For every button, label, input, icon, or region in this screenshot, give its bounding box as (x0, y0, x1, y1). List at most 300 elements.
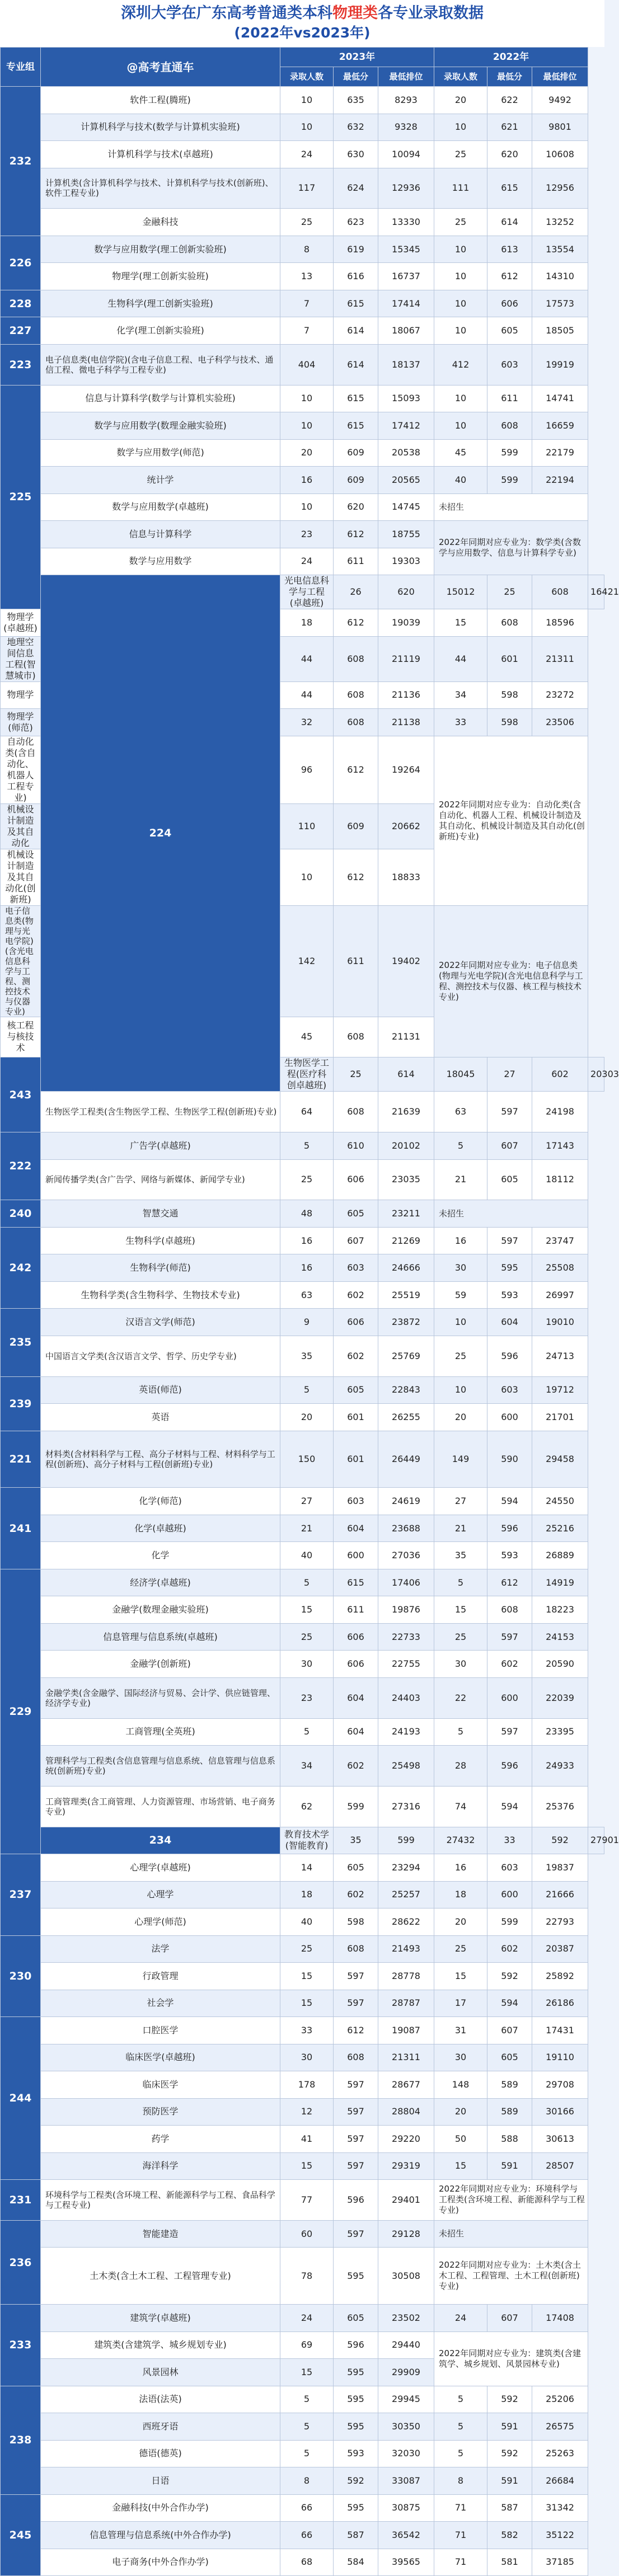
table-row (1, 209, 604, 236)
min-score-2023: 592 (334, 2467, 378, 2495)
major-name: 化学(师范) (41, 1488, 280, 1515)
min-rank-2023: 29128 (378, 2220, 434, 2248)
count-2023: 5 (280, 1376, 334, 1404)
table-row (1, 2549, 604, 2576)
min-score-2023: 601 (334, 1431, 378, 1488)
count-2023: 10 (280, 849, 334, 905)
min-score-2023: 604 (334, 1718, 378, 1746)
count-2022: 148 (434, 2071, 487, 2099)
min-rank-2022: 30166 (532, 2098, 588, 2126)
major-name: 信息与计算科学 (41, 521, 280, 548)
min-rank-2023: 24619 (378, 1488, 434, 1515)
min-score-2023: 612 (334, 2017, 378, 2044)
min-rank-2022: 14919 (532, 1569, 588, 1596)
min-rank-2022: 18223 (532, 1596, 588, 1624)
count-2022: 30 (434, 1651, 487, 1678)
min-score-2023: 615 (334, 385, 378, 412)
min-score-2022: 594 (487, 1990, 532, 2017)
count-2022: 20 (434, 1909, 487, 1936)
count-2023: 25 (280, 209, 334, 236)
min-rank-2023: 23035 (378, 1159, 434, 1200)
min-rank-2023: 19876 (378, 1596, 434, 1624)
table-row (1, 263, 604, 290)
min-score-2023: 597 (334, 2126, 378, 2153)
min-rank-2023: 17412 (378, 412, 434, 440)
table-row (1, 1569, 604, 1596)
min-score-2023: 615 (334, 1569, 378, 1596)
count-2023: 117 (280, 168, 334, 209)
min-score-2022: 587 (487, 2494, 532, 2522)
major-name: 环境科学与工程类(含环境工程、新能源科学与工程、食品科学与工程专业) (41, 2180, 280, 2221)
note-2022: 2022年同期对应专业为：建筑类(含建筑学、城乡规划、风景园林专业) (434, 2331, 588, 2386)
table-row (1, 2248, 604, 2305)
count-2023: 63 (280, 1281, 334, 1309)
table-row (1, 290, 604, 317)
major-name: 化学(理工创新实验班) (41, 317, 280, 345)
min-score-2023: 602 (334, 1881, 378, 1909)
min-score-2023: 602 (334, 1336, 378, 1376)
group-code: 230 (1, 1935, 41, 2017)
min-rank-2022: 24550 (532, 1488, 588, 1515)
min-rank-2023: 8293 (378, 87, 434, 114)
min-rank-2023: 21269 (378, 1227, 434, 1254)
major-name: 材料类(含材料科学与工程、高分子材料与工程、材料科学与工程(创新班)、高分子材料与工程(创新班)专业) (41, 1431, 280, 1488)
min-rank-2023: 26255 (378, 1404, 434, 1431)
count-2023: 33 (280, 2017, 334, 2044)
min-rank-2022: 19712 (532, 1376, 588, 1404)
major-name: 口腔医学 (41, 2017, 280, 2044)
min-score-2022: 600 (487, 1404, 532, 1431)
count-2022: 59 (434, 1281, 487, 1309)
min-rank-2022: 26684 (532, 2467, 588, 2495)
count-2023: 96 (280, 736, 334, 803)
group-code: 232 (1, 87, 41, 236)
min-score-2023: 630 (334, 141, 378, 168)
major-name: 金融学(创新班) (41, 1651, 280, 1678)
count-2023: 68 (280, 2549, 334, 2576)
min-rank-2023: 30508 (378, 2248, 434, 2305)
min-rank-2022: 25216 (532, 1515, 588, 1542)
min-rank-2022: 24198 (532, 1092, 588, 1132)
min-score-2023: 610 (334, 1132, 378, 1160)
major-name: 建筑学(卓越班) (41, 2305, 280, 2332)
count-2022: 149 (434, 1431, 487, 1488)
count-2022: 25 (434, 1935, 487, 1963)
min-rank-2022: 13252 (532, 209, 588, 236)
major-name: 心理学(卓越班) (41, 1854, 280, 1882)
major-name: 行政管理 (41, 1963, 280, 1990)
major-name: 电子信息类(电信学院)(含电子信息工程、电子科学与技术、通信工程、微电子科学与工程专业) (41, 344, 280, 385)
major-name: 信息管理与信息系统(卓越班) (41, 1623, 280, 1651)
header-2023: 2023年 (280, 48, 434, 67)
min-rank-2023: 20102 (378, 1132, 434, 1160)
min-rank-2022: 23272 (532, 681, 588, 709)
min-rank-2023: 19039 (378, 609, 434, 637)
major-name: 生物医学工程(医疗科创卓越班) (280, 1057, 334, 1092)
min-score-2023: 598 (334, 1909, 378, 1936)
count-2022: 34 (434, 681, 487, 709)
count-2023: 15 (280, 2359, 334, 2386)
note-2022: 2022年同期对应专业为：数学类(含数学与应用数学、信息与计算科学专业) (434, 521, 588, 575)
group-code: 235 (1, 1309, 41, 1376)
table-row (1, 1542, 604, 1569)
min-score-2022: 603 (487, 1854, 532, 1882)
count-2022: 25 (434, 141, 487, 168)
major-name: 法语(法英) (41, 2386, 280, 2413)
table-row (1, 1159, 604, 1200)
min-rank-2022: 28507 (532, 2152, 588, 2180)
count-2022: 20 (434, 2098, 487, 2126)
count-2022: 10 (434, 1376, 487, 1404)
group-code: 245 (1, 2494, 41, 2576)
count-2022: 5 (434, 1132, 487, 1160)
min-score-2022: 591 (487, 2467, 532, 2495)
min-rank-2023: 29440 (378, 2331, 434, 2359)
min-score-2023: 605 (334, 1200, 378, 1228)
min-score-2022: 605 (487, 1159, 532, 1200)
min-rank-2022: 17408 (532, 2305, 588, 2332)
count-2022: 16 (434, 1227, 487, 1254)
min-rank-2023: 28622 (378, 1909, 434, 1936)
count-2023: 30 (280, 2044, 334, 2071)
count-2023: 24 (280, 2305, 334, 2332)
min-rank-2023: 19402 (378, 905, 434, 1017)
min-rank-2023: 29945 (378, 2386, 434, 2413)
count-2023: 30 (280, 1651, 334, 1678)
min-score-2023: 608 (334, 2044, 378, 2071)
table-row (1, 1336, 604, 1376)
min-rank-2023: 15093 (378, 385, 434, 412)
min-rank-2023: 25769 (378, 1336, 434, 1376)
min-score-2023: 602 (334, 1281, 378, 1309)
min-rank-2022: 18596 (532, 609, 588, 637)
table-row (1, 385, 604, 412)
table-row (1, 1488, 604, 1515)
min-score-2022: 597 (487, 1092, 532, 1132)
count-2022: 21 (434, 1159, 487, 1200)
major-name: 管理科学与工程类(含信息管理与信息系统、信息管理与信息系统(创新班)专业) (41, 1746, 280, 1787)
min-rank-2022: 22194 (532, 467, 588, 494)
min-score-2023: 614 (378, 1057, 434, 1092)
count-2023: 404 (280, 344, 334, 385)
min-rank-2023: 29220 (378, 2126, 434, 2153)
count-2022: 5 (434, 2440, 487, 2467)
min-score-2022: 600 (487, 1881, 532, 1909)
min-rank-2022: 10608 (532, 141, 588, 168)
min-rank-2023: 19303 (378, 548, 434, 575)
min-rank-2023: 27316 (378, 1786, 434, 1827)
count-2022: 10 (434, 1309, 487, 1336)
major-name: 数学与应用数学(卓越班) (41, 493, 280, 521)
table-row (1, 344, 604, 385)
count-2022: 71 (434, 2549, 487, 2576)
min-score-2023: 608 (334, 1092, 378, 1132)
table-row (1, 1651, 604, 1678)
count-2023: 15 (280, 1963, 334, 1990)
min-score-2023: 593 (334, 2440, 378, 2467)
count-2022: 5 (434, 2413, 487, 2441)
count-2023: 150 (280, 1431, 334, 1488)
major-name: 日语 (41, 2467, 280, 2495)
min-rank-2023: 33087 (378, 2467, 434, 2495)
min-score-2023: 604 (334, 1515, 378, 1542)
min-score-2023: 605 (334, 2305, 378, 2332)
min-rank-2022: 25892 (532, 1963, 588, 1990)
count-2023: 23 (280, 521, 334, 548)
min-score-2022: 597 (487, 1623, 532, 1651)
min-rank-2023: 25498 (378, 1746, 434, 1787)
table-row (1, 1718, 604, 1746)
count-2022: 31 (434, 2017, 487, 2044)
min-rank-2022: 24713 (532, 1336, 588, 1376)
group-code: 237 (1, 1854, 41, 1936)
table-row (1, 2331, 604, 2359)
major-name: 计算机类(含计算机科学与技术、计算机科学与技术(创新班)、软件工程专业) (41, 168, 280, 209)
count-2023: 44 (280, 681, 334, 709)
major-name: 海洋科学 (41, 2152, 280, 2180)
note-2022: 未招生 (434, 1200, 588, 1228)
major-name: 生物科学(理工创新实验班) (41, 290, 280, 317)
table-row (1, 1376, 604, 1404)
min-score-2023: 599 (378, 1827, 434, 1854)
min-score-2023: 597 (334, 2152, 378, 2180)
major-name: 物理学 (1, 681, 41, 709)
min-rank-2022: 14741 (532, 385, 588, 412)
group-code: 243 (1, 1057, 41, 1132)
table-row (1, 1963, 604, 1990)
count-2022: 15 (434, 2152, 487, 2180)
min-rank-2023: 29319 (378, 2152, 434, 2180)
min-rank-2022: 16421 (588, 575, 604, 609)
min-score-2022: 603 (487, 344, 532, 385)
min-rank-2023: 32030 (378, 2440, 434, 2467)
min-rank-2023: 21136 (378, 681, 434, 709)
count-2023: 24 (280, 141, 334, 168)
min-rank-2022: 9492 (532, 87, 588, 114)
count-2023: 5 (280, 1132, 334, 1160)
table-row (1, 2467, 604, 2495)
min-score-2022: 606 (487, 290, 532, 317)
min-rank-2022: 16659 (532, 412, 588, 440)
min-score-2023: 612 (334, 609, 378, 637)
count-2022: 27 (434, 1488, 487, 1515)
major-name: 化学(卓越班) (41, 1515, 280, 1542)
min-score-2023: 596 (334, 2331, 378, 2359)
min-score-2022: 602 (487, 1651, 532, 1678)
count-2023: 26 (334, 575, 378, 609)
min-rank-2022: 22039 (532, 1677, 588, 1718)
min-rank-2023: 14745 (378, 493, 434, 521)
min-rank-2022: 21666 (532, 1881, 588, 1909)
group-code: 224 (41, 575, 280, 1092)
header-name: @高考直通车 (41, 48, 280, 87)
min-score-2022: 602 (532, 1057, 588, 1092)
min-rank-2022: 20387 (532, 1935, 588, 1963)
min-rank-2022: 18505 (532, 317, 588, 345)
min-score-2023: 612 (334, 521, 378, 548)
table-row (1, 317, 604, 345)
count-2022: 30 (434, 2044, 487, 2071)
min-rank-2022: 24153 (532, 1623, 588, 1651)
min-score-2022: 589 (487, 2098, 532, 2126)
min-score-2023: 601 (334, 1404, 378, 1431)
count-2023: 62 (280, 1786, 334, 1827)
count-2023: 25 (334, 1057, 378, 1092)
min-rank-2022: 20303 (588, 1057, 604, 1092)
major-name: 信息管理与信息系统(中外合作办学) (41, 2522, 280, 2549)
table-row (1, 2152, 604, 2180)
min-score-2023: 611 (334, 905, 378, 1017)
count-2022: 5 (434, 1569, 487, 1596)
count-2022: 25 (434, 1336, 487, 1376)
min-score-2022: 590 (487, 1431, 532, 1488)
count-2022: 33 (434, 709, 487, 736)
min-rank-2023: 28804 (378, 2098, 434, 2126)
min-score-2022: 597 (487, 1227, 532, 1254)
min-rank-2023: 21119 (378, 636, 434, 681)
min-rank-2022: 25376 (532, 1786, 588, 1827)
min-score-2022: 612 (487, 1569, 532, 1596)
major-name: 软件工程(腾班) (41, 87, 280, 114)
min-score-2022: 608 (487, 609, 532, 637)
group-code: 231 (1, 2180, 41, 2221)
min-score-2023: 597 (334, 2071, 378, 2099)
table-row (1, 168, 604, 209)
table-row (1, 2017, 604, 2044)
min-rank-2023: 17414 (378, 290, 434, 317)
major-name: 土木类(含土木工程、工程管理专业) (41, 2248, 280, 2305)
major-name: 临床医学(卓越班) (41, 2044, 280, 2071)
table-row (1, 1935, 604, 1963)
count-2023: 24 (280, 548, 334, 575)
table-row (1, 575, 604, 609)
min-score-2022: 593 (487, 1542, 532, 1569)
min-rank-2023: 19087 (378, 2017, 434, 2044)
min-rank-2023: 36542 (378, 2522, 434, 2549)
table-row (1, 2126, 604, 2153)
count-2023: 10 (280, 87, 334, 114)
group-code: 233 (1, 2305, 41, 2386)
count-2023: 5 (280, 1718, 334, 1746)
major-name: 光电信息科学与工程(卓越班) (280, 575, 334, 609)
min-rank-2023: 21493 (378, 1935, 434, 1963)
min-score-2023: 602 (334, 1746, 378, 1787)
major-name: 汉语言文学(师范) (41, 1309, 280, 1336)
header-2022: 2022年 (434, 48, 588, 67)
count-2022: 10 (434, 385, 487, 412)
count-2023: 16 (280, 1254, 334, 1282)
count-2023: 41 (280, 2126, 334, 2153)
major-name: 核工程与核技术 (1, 1017, 41, 1057)
major-name: 计算机科学与技术(卓越班) (41, 141, 280, 168)
major-name: 信息与计算科学(数学与计算机实验班) (41, 385, 280, 412)
count-2023: 21 (280, 1515, 334, 1542)
min-score-2023: 606 (334, 1651, 378, 1678)
table-row (1, 1786, 604, 1827)
major-name: 经济学(卓越班) (41, 1569, 280, 1596)
count-2022: 40 (434, 467, 487, 494)
table-row (1, 1200, 604, 1228)
major-name: 智慧交通 (41, 1200, 280, 1228)
group-code: 223 (1, 344, 41, 385)
min-rank-2022: 24933 (532, 1746, 588, 1787)
group-code: 241 (1, 1488, 41, 1569)
count-2022: 111 (434, 168, 487, 209)
min-score-2022: 608 (487, 1596, 532, 1624)
min-rank-2022: 26997 (532, 1281, 588, 1309)
group-code: 226 (1, 236, 41, 290)
major-name: 数学与应用数学 (41, 548, 280, 575)
min-rank-2022: 25206 (532, 2386, 588, 2413)
group-code: 229 (1, 1569, 41, 1854)
min-score-2022: 598 (487, 709, 532, 736)
min-score-2022: 592 (487, 1963, 532, 1990)
min-score-2022: 594 (487, 1488, 532, 1515)
min-rank-2022: 19110 (532, 2044, 588, 2071)
min-score-2023: 607 (334, 1227, 378, 1254)
major-name: 计算机科学与技术(数学与计算机实验班) (41, 114, 280, 141)
min-score-2022: 621 (487, 114, 532, 141)
min-rank-2022: 31342 (532, 2494, 588, 2522)
count-2023: 48 (280, 1200, 334, 1228)
major-name: 生物科学(卓越班) (41, 1227, 280, 1254)
min-score-2022: 613 (487, 236, 532, 263)
count-2022: 50 (434, 2126, 487, 2153)
count-2022: 33 (487, 1827, 532, 1854)
major-name: 生物科学(师范) (41, 1254, 280, 1282)
major-name: 英语 (41, 1404, 280, 1431)
min-rank-2023: 23294 (378, 1854, 434, 1882)
min-score-2022: 620 (487, 141, 532, 168)
count-2022: 5 (434, 2386, 487, 2413)
group-code: 234 (41, 1827, 280, 1854)
min-score-2023: 595 (334, 2248, 378, 2305)
header-min-2022: 最低分 (487, 67, 532, 87)
min-score-2022: 592 (487, 2440, 532, 2467)
min-rank-2022: 14310 (532, 263, 588, 290)
min-score-2022: 597 (487, 1718, 532, 1746)
count-2023: 18 (280, 609, 334, 637)
count-2023: 32 (280, 709, 334, 736)
note-2022: 2022年同期对应专业为：电子信息类(物理与光电学院)(含光电信息科学与工程、测控技术与仪器、核工程与核技术专业) (434, 905, 588, 1057)
min-score-2023: 624 (334, 168, 378, 209)
table-row (1, 2071, 604, 2099)
major-name: 金融科技(中外合作办学) (41, 2494, 280, 2522)
count-2022: 10 (434, 263, 487, 290)
min-rank-2022: 9801 (532, 114, 588, 141)
min-score-2022: 612 (487, 263, 532, 290)
group-code: 222 (1, 1132, 41, 1200)
major-name: 地理空间信息工程(智慧城市) (1, 636, 41, 681)
note-2022: 2022年同期对应专业为：自动化类(含自动化、机器人工程、机械设计制造及其自动化、机械设计制造及其自动化(创新班)专业) (434, 736, 588, 905)
header-rank-2022: 最低排位 (532, 67, 588, 87)
major-name: 法学 (41, 1935, 280, 1963)
table-row (1, 2305, 604, 2332)
min-rank-2023: 18137 (378, 344, 434, 385)
major-name: 金融科技 (41, 209, 280, 236)
count-2022: 21 (434, 1515, 487, 1542)
min-rank-2022: 23395 (532, 1718, 588, 1746)
min-score-2023: 615 (334, 290, 378, 317)
min-rank-2022: 13554 (532, 236, 588, 263)
min-score-2022: 611 (487, 385, 532, 412)
min-rank-2023: 23688 (378, 1515, 434, 1542)
min-score-2022: 596 (487, 1515, 532, 1542)
table-row (1, 1515, 604, 1542)
min-score-2022: 581 (487, 2549, 532, 2576)
count-2022: 15 (434, 1963, 487, 1990)
major-name: 风景园林 (41, 2359, 280, 2386)
